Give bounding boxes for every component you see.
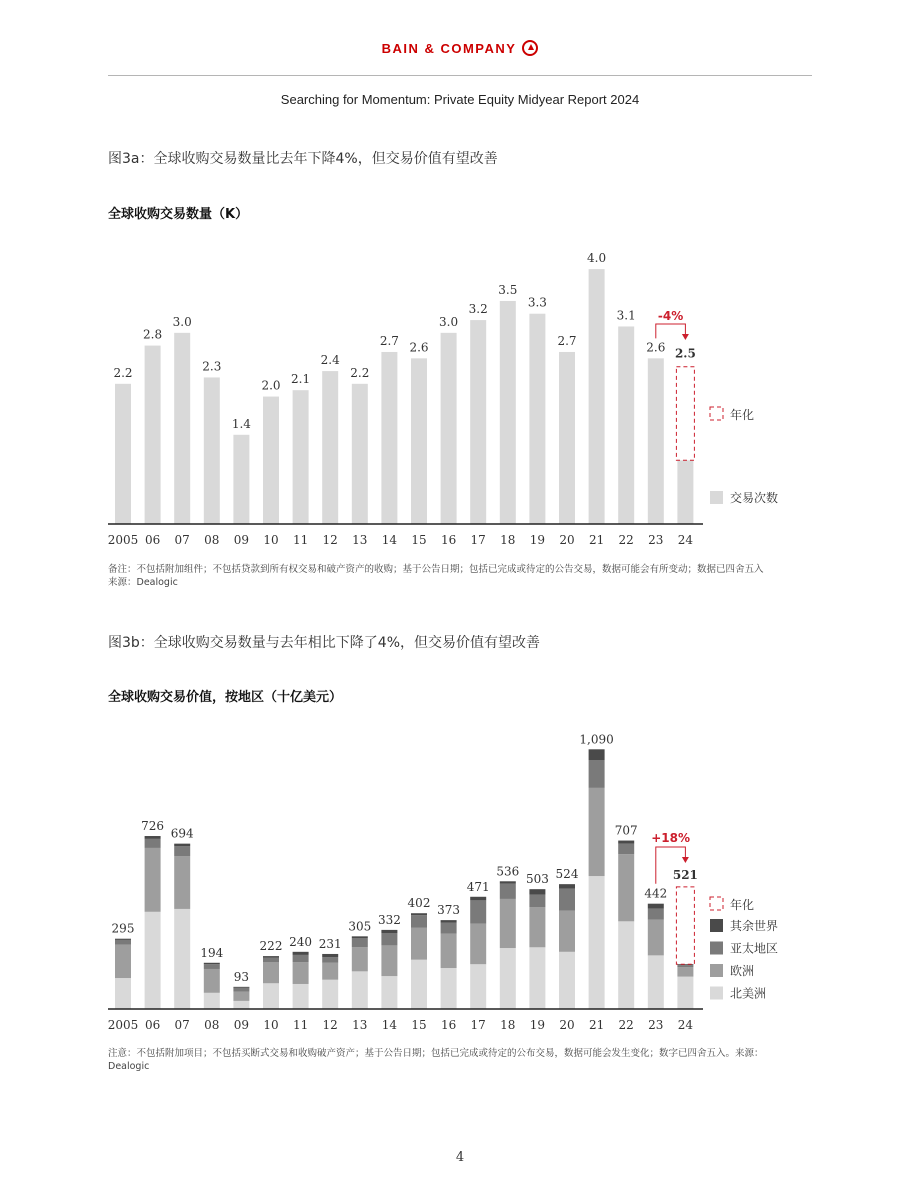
bar-segment-23-3 xyxy=(648,904,664,909)
x-tick-14: 14 xyxy=(381,533,398,547)
legend-deals-label: 交易次数 xyxy=(730,491,779,505)
bar-segment-10-0 xyxy=(263,983,279,1009)
annotation-label: -4% xyxy=(657,309,684,323)
x-tick-21: 21 xyxy=(588,533,605,547)
bar-segment-14-0 xyxy=(381,976,397,1009)
x-tick-09: 09 xyxy=(233,533,250,547)
bar-segment-18-2 xyxy=(500,884,516,899)
value-label-16: 3.0 xyxy=(439,314,459,329)
bar-22 xyxy=(618,326,634,524)
bar-17 xyxy=(470,320,486,524)
bar-segment-22-3 xyxy=(618,841,634,844)
x-tick-18: 18 xyxy=(500,533,516,547)
x-tick-12: 12 xyxy=(322,1018,338,1032)
total-label-13: 305 xyxy=(348,919,372,934)
total-label-15: 402 xyxy=(407,896,431,911)
bar-20 xyxy=(559,352,575,524)
bar-segment-06-0 xyxy=(145,912,161,1009)
bar-12 xyxy=(322,371,338,524)
bar-segment-07-1 xyxy=(174,856,190,909)
bar-segment-15-1 xyxy=(411,928,427,960)
bar-segment-13-2 xyxy=(352,938,368,947)
bar-segment-2005-1 xyxy=(115,945,131,978)
total-label-06: 726 xyxy=(141,819,165,834)
bar-segment-21-0 xyxy=(589,876,605,1009)
x-tick-08: 08 xyxy=(204,533,220,547)
x-tick-10: 10 xyxy=(263,1018,279,1032)
x-tick-07: 07 xyxy=(174,1018,190,1032)
bar-segment-23-0 xyxy=(648,955,664,1009)
x-tick-11: 11 xyxy=(292,533,309,547)
x-tick-19: 19 xyxy=(529,533,546,547)
value-label-11: 2.1 xyxy=(291,372,311,387)
figure-b-note: 注意：不包括附加项目；不包括买断式交易和收购破产资产；基于公告日期；包括已完成或待定的公布交易，数据可能会发生变化；数字已四舍五入。来源：Dealogic xyxy=(108,1048,764,1072)
legend-label-1: 欧洲 xyxy=(730,964,755,978)
bar-segment-16-2 xyxy=(441,923,457,934)
value-label-22: 3.1 xyxy=(616,308,636,323)
x-tick-15: 15 xyxy=(411,1018,427,1032)
bar-segment-18-3 xyxy=(500,881,516,883)
total-label-22: 707 xyxy=(614,823,638,838)
x-tick-17: 17 xyxy=(470,1018,486,1032)
x-tick-2005: 2005 xyxy=(107,1018,139,1032)
bar-segment-20-1 xyxy=(559,911,575,952)
bar-08 xyxy=(204,377,220,524)
total-label-12: 231 xyxy=(318,936,342,951)
bar-segment-11-3 xyxy=(293,952,309,955)
bar-segment-18-0 xyxy=(500,948,516,1009)
bar-segment-09-3 xyxy=(233,987,249,988)
annotation-line xyxy=(656,324,686,338)
legend-label-0: 北美洲 xyxy=(730,986,767,1001)
x-tick-16: 16 xyxy=(440,1018,457,1032)
total-label-23: 442 xyxy=(644,886,668,901)
x-tick-23: 23 xyxy=(648,1018,664,1032)
bar-segment-23-1 xyxy=(648,920,664,956)
legend-label-3: 其余世界 xyxy=(730,919,779,933)
figure-a-title: 图3a：全球收购交易数量比去年下降4%，但交易价值有望改善 xyxy=(108,151,498,167)
bar-segment-13-0 xyxy=(352,971,368,1009)
bar-segment-16-1 xyxy=(441,934,457,968)
bar-segment-12-3 xyxy=(322,954,338,957)
total-label-17: 471 xyxy=(466,879,490,894)
total-label-11: 240 xyxy=(289,934,313,949)
x-tick-08: 08 xyxy=(204,1018,220,1032)
legend-annualized-swatch xyxy=(710,407,723,420)
header-divider xyxy=(108,75,812,76)
x-tick-11: 11 xyxy=(292,1018,309,1032)
annotation-arrow-icon xyxy=(682,857,689,863)
bar-segment-08-0 xyxy=(204,993,220,1009)
bar-segment-17-0 xyxy=(470,964,486,1009)
bar-14 xyxy=(381,352,397,524)
x-tick-2005: 2005 xyxy=(107,533,139,547)
bar-segment-13-1 xyxy=(352,947,368,971)
total-label-20: 524 xyxy=(555,867,579,882)
x-tick-22: 22 xyxy=(618,533,634,547)
bar-2005 xyxy=(115,384,131,524)
bar-segment-08-3 xyxy=(204,963,220,964)
bar-segment-16-0 xyxy=(441,968,457,1009)
bar-segment-09-1 xyxy=(233,992,249,1001)
bar-15 xyxy=(411,358,427,524)
value-label-08: 2.3 xyxy=(202,359,222,374)
total-label-16: 373 xyxy=(437,903,461,918)
bar-segment-08-2 xyxy=(204,964,220,969)
legend-annualized-label: 年化 xyxy=(730,898,755,912)
bar-segment-22-0 xyxy=(618,921,634,1009)
bar-segment-20-2 xyxy=(559,889,575,911)
bar-segment-19-0 xyxy=(529,947,545,1009)
bar-segment-14-1 xyxy=(381,945,397,976)
bar-segment-11-2 xyxy=(293,955,309,962)
brand-name: BAIN & COMPANY xyxy=(381,41,517,56)
bar-11 xyxy=(293,390,309,524)
bar-segment-10-3 xyxy=(263,956,279,957)
bar-10 xyxy=(263,397,279,524)
bar-segment-14-2 xyxy=(381,933,397,945)
total-label-10: 222 xyxy=(259,939,283,954)
bar-segment-06-2 xyxy=(145,839,161,848)
bar-segment-14-3 xyxy=(381,930,397,933)
value-label-19: 3.3 xyxy=(527,295,547,310)
bar-18 xyxy=(500,301,516,524)
value-label-13: 2.2 xyxy=(350,365,370,380)
x-tick-12: 12 xyxy=(322,533,338,547)
annualized-box xyxy=(676,367,694,461)
legend-swatch-1 xyxy=(710,964,723,977)
bar-segment-17-3 xyxy=(470,897,486,901)
value-label-09: 1.4 xyxy=(231,416,251,431)
bar-segment-21-3 xyxy=(589,749,605,760)
x-tick-20: 20 xyxy=(559,533,575,547)
brand-mark-icon xyxy=(522,40,538,56)
bar-segment-09-0 xyxy=(233,1001,249,1009)
bar-segment-15-0 xyxy=(411,960,427,1009)
bar-segment-07-2 xyxy=(174,846,190,856)
bar-segment-19-1 xyxy=(529,907,545,947)
bar-segment-20-0 xyxy=(559,952,575,1009)
bar-21 xyxy=(589,269,605,524)
chart-b xyxy=(0,715,920,1045)
x-tick-24: 24 xyxy=(677,1018,694,1032)
figure-b-subtitle: 全球收购交易价值，按地区（十亿美元） xyxy=(108,690,343,705)
page-number: 4 xyxy=(455,1150,465,1165)
bar-segment-10-1 xyxy=(263,962,279,983)
x-tick-06: 06 xyxy=(144,1018,161,1032)
annualized-box xyxy=(676,887,694,964)
bar-segment-22-1 xyxy=(618,854,634,921)
bar-segment-09-2 xyxy=(233,988,249,992)
total-label-2005: 295 xyxy=(111,921,135,936)
bar-segment-12-1 xyxy=(322,963,338,980)
value-label-20: 2.7 xyxy=(557,333,577,348)
x-tick-18: 18 xyxy=(500,1018,516,1032)
x-tick-19: 19 xyxy=(529,1018,546,1032)
bar-segment-16-3 xyxy=(441,920,457,923)
figure-b-title: 图3b：全球收购交易数量与去年相比下降了4%，但交易价值有望改善 xyxy=(108,635,541,651)
brand-logo xyxy=(0,40,920,56)
bar-segment-10-2 xyxy=(263,958,279,963)
bar-segment-11-0 xyxy=(293,984,309,1009)
value-label-14: 2.7 xyxy=(379,333,399,348)
report-title: Searching for Momentum: Private Equity Midyear Report 2024 xyxy=(280,92,640,107)
bar-segment-24-2 xyxy=(677,965,693,967)
value-label-12: 2.4 xyxy=(320,353,340,368)
total-label-21: 1,090 xyxy=(579,732,614,747)
value-label-17: 3.2 xyxy=(468,302,488,317)
bar-segment-07-0 xyxy=(174,909,190,1009)
bar-segment-2005-0 xyxy=(115,978,131,1009)
bar-segment-20-3 xyxy=(559,884,575,889)
bar-segment-06-3 xyxy=(145,836,161,839)
x-tick-21: 21 xyxy=(588,1018,605,1032)
value-label-24: 2.5 xyxy=(674,346,696,361)
x-tick-07: 07 xyxy=(174,533,190,547)
bar-24 xyxy=(677,460,693,524)
x-tick-15: 15 xyxy=(411,533,427,547)
bar-segment-19-3 xyxy=(529,889,545,894)
x-tick-06: 06 xyxy=(144,533,161,547)
x-tick-23: 23 xyxy=(648,533,664,547)
legend-annualized-label: 年化 xyxy=(730,408,755,422)
value-label-2005: 2.2 xyxy=(113,365,133,380)
x-tick-14: 14 xyxy=(381,1018,398,1032)
x-tick-22: 22 xyxy=(618,1018,634,1032)
chart-a xyxy=(0,230,920,560)
figure-a-note-text: 备注：不包括附加组件；不包括贷款到所有权交易和破产资产的收购；基于公告日期；包括已完成或待定的公告交易，数据可能会有所变动；数据已四舍五入 xyxy=(108,564,764,575)
bar-segment-07-3 xyxy=(174,844,190,846)
value-label-07: 3.0 xyxy=(172,314,192,329)
x-tick-13: 13 xyxy=(352,1018,368,1032)
bar-19 xyxy=(529,314,545,524)
bar-segment-24-1 xyxy=(677,967,693,977)
legend-swatch-3 xyxy=(710,919,723,932)
value-label-23: 2.6 xyxy=(646,340,666,355)
x-tick-13: 13 xyxy=(352,533,368,547)
bar-23 xyxy=(648,358,664,524)
bar-segment-17-1 xyxy=(470,923,486,964)
annotation-label: +18% xyxy=(651,831,690,845)
legend-annualized-swatch xyxy=(710,897,723,910)
total-label-19: 503 xyxy=(525,872,549,887)
legend-deals-swatch xyxy=(710,491,723,504)
total-label-07: 694 xyxy=(170,826,194,841)
bar-segment-24-0 xyxy=(677,977,693,1009)
x-tick-16: 16 xyxy=(440,533,457,547)
value-label-18: 3.5 xyxy=(498,282,518,297)
bar-segment-19-2 xyxy=(529,895,545,907)
figure-a-subtitle: 全球收购交易数量（K） xyxy=(108,207,249,222)
bar-16 xyxy=(441,333,457,524)
bar-06 xyxy=(145,346,161,524)
total-label-09: 93 xyxy=(233,969,250,984)
bar-07 xyxy=(174,333,190,524)
bar-segment-08-1 xyxy=(204,969,220,993)
bar-13 xyxy=(352,384,368,524)
value-label-10: 2.0 xyxy=(261,378,281,393)
legend-label-2: 亚太地区 xyxy=(730,941,779,956)
bar-segment-12-2 xyxy=(322,957,338,963)
legend-swatch-0 xyxy=(710,987,723,1000)
value-label-06: 2.8 xyxy=(143,327,163,342)
bar-segment-15-2 xyxy=(411,915,427,927)
bar-segment-2005-2 xyxy=(115,940,131,945)
bar-segment-21-1 xyxy=(589,788,605,876)
total-label-24: 521 xyxy=(672,867,698,882)
x-tick-09: 09 xyxy=(233,1018,250,1032)
total-label-14: 332 xyxy=(377,912,401,927)
bar-segment-21-2 xyxy=(589,760,605,788)
value-label-21: 4.0 xyxy=(587,251,607,266)
value-label-15: 2.6 xyxy=(409,340,429,355)
annotation-arrow-icon xyxy=(682,334,689,340)
x-tick-20: 20 xyxy=(559,1018,575,1032)
figure-a-source: 来源：Dealogic xyxy=(108,577,178,588)
legend-swatch-2 xyxy=(710,942,723,955)
total-label-18: 536 xyxy=(496,864,520,879)
total-label-08: 194 xyxy=(200,945,224,960)
bar-segment-13-3 xyxy=(352,936,368,938)
x-tick-10: 10 xyxy=(263,533,279,547)
x-tick-17: 17 xyxy=(470,533,486,547)
bar-segment-15-3 xyxy=(411,913,427,915)
bar-09 xyxy=(233,435,249,524)
bar-segment-17-2 xyxy=(470,900,486,923)
bar-segment-06-1 xyxy=(145,848,161,912)
x-tick-24: 24 xyxy=(677,533,694,547)
bar-segment-2005-3 xyxy=(115,939,131,940)
bar-segment-12-0 xyxy=(322,980,338,1009)
bar-segment-11-1 xyxy=(293,962,309,984)
bar-segment-22-2 xyxy=(618,844,634,854)
bar-segment-23-2 xyxy=(648,908,664,919)
bar-segment-18-1 xyxy=(500,899,516,948)
figure-a-note xyxy=(108,563,798,589)
